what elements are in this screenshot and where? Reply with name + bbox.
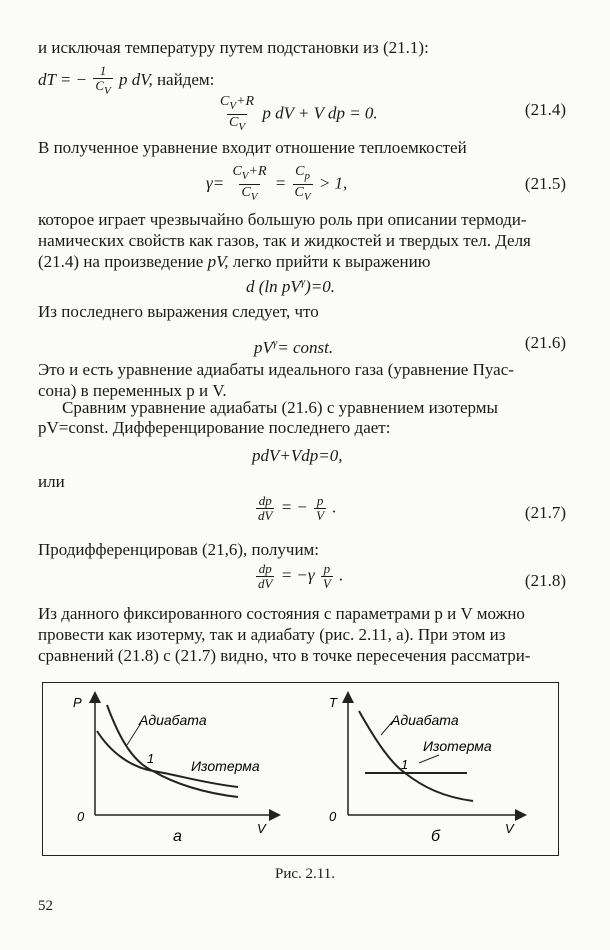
text-line: Это и есть уравнение адиабаты идеального газа (уравнение Пуас- (38, 360, 514, 379)
equation-21-6: $pV^\gamma=$ const. (254, 337, 334, 357)
text-line: Продифференцировав (21,6), получим: (38, 540, 320, 559)
panel-label: б (431, 828, 440, 845)
text-line: (21.4) на произведение pV, легко прийти к выражению (38, 252, 431, 271)
equation-21-5: γ= $\frac{C_V+R}{C_V}$ = $\frac{C_p}{C_V}$ > 1, (206, 164, 348, 203)
text-line: Сравним уравнение адиабаты (21.6) с уравнением изотермы (62, 398, 498, 417)
equation-21-7: $\frac{dp}{dV}$ = − $\frac{p}{V}$ . (258, 493, 337, 523)
v-axis-label: V (505, 821, 514, 836)
page-number: 52 (38, 898, 53, 914)
text-line: Из данного фиксированного состояния с параметрами p и V можно (38, 604, 525, 623)
origin-label: 0 (77, 809, 85, 824)
adiabat-label: Адиабата (391, 712, 459, 728)
figure-caption: Рис. 2.11. (275, 866, 335, 882)
equation-number: (21.6) (524, 333, 566, 352)
figure-svg (43, 683, 558, 855)
text-line: которое играет чрезвычайно большую роль при описании термоди- (38, 210, 527, 229)
isotherm-label: Изотерма (423, 738, 492, 754)
origin-label: 0 (329, 809, 337, 824)
text-line: В полученное уравнение входит отношение теплоемкостей (38, 138, 467, 157)
text-line: сона) в переменных p и V. (38, 381, 227, 400)
equation-21-8: $\frac{dp}{dV}$ = −γ $\frac{p}{V}$ . (258, 561, 344, 591)
panel-a (73, 695, 275, 845)
text-line: сравнений (21.8) с (21.7) видно, что в точке пересечения рассматри- (38, 646, 531, 665)
equation-dT: dT = − $\frac{1}{C_V}$ p dV, найдем: (38, 63, 215, 97)
figure-2-11 (42, 682, 559, 856)
t-axis-label: T (329, 695, 337, 710)
p-axis-label: P (73, 695, 82, 710)
point-label: 1 (401, 757, 409, 772)
equation-number: (21.7) (524, 503, 566, 522)
text-line: Из последнего выражения следует, что (38, 302, 319, 321)
text-line: провести как изотерму, так и адиабату (рис. 2.11, а). При этом из (38, 625, 506, 644)
text-line: и исключая температуру путем подстановки из (21.1): (38, 38, 429, 57)
text-line: или (38, 472, 65, 491)
equation-number: (21.8) (524, 571, 566, 590)
equation-number: (21.4) (524, 100, 566, 119)
adiabat-label: Адиабата (139, 712, 207, 728)
equation-pdv: pdV+Vdp=0, (252, 446, 343, 465)
equation-number: (21.5) (524, 174, 566, 193)
panel-b (329, 695, 521, 845)
equation-ln: d (ln $pV^\gamma)=0$. (246, 276, 336, 296)
equation-21-4: $\frac{C_V+R}{C_V}$ p dV + V dp = 0. (220, 94, 378, 133)
text-line: намических свойств как газов, так и жидкостей и твердых тел. Деля (38, 231, 531, 250)
v-axis-label: V (257, 821, 266, 836)
leader-line (419, 755, 439, 763)
isotherm-label: Изотерма (191, 758, 260, 774)
text-line: pV=const. Дифференцирование последнего дает: (38, 418, 391, 437)
panel-label: а (173, 828, 182, 845)
point-label: 1 (147, 751, 155, 766)
